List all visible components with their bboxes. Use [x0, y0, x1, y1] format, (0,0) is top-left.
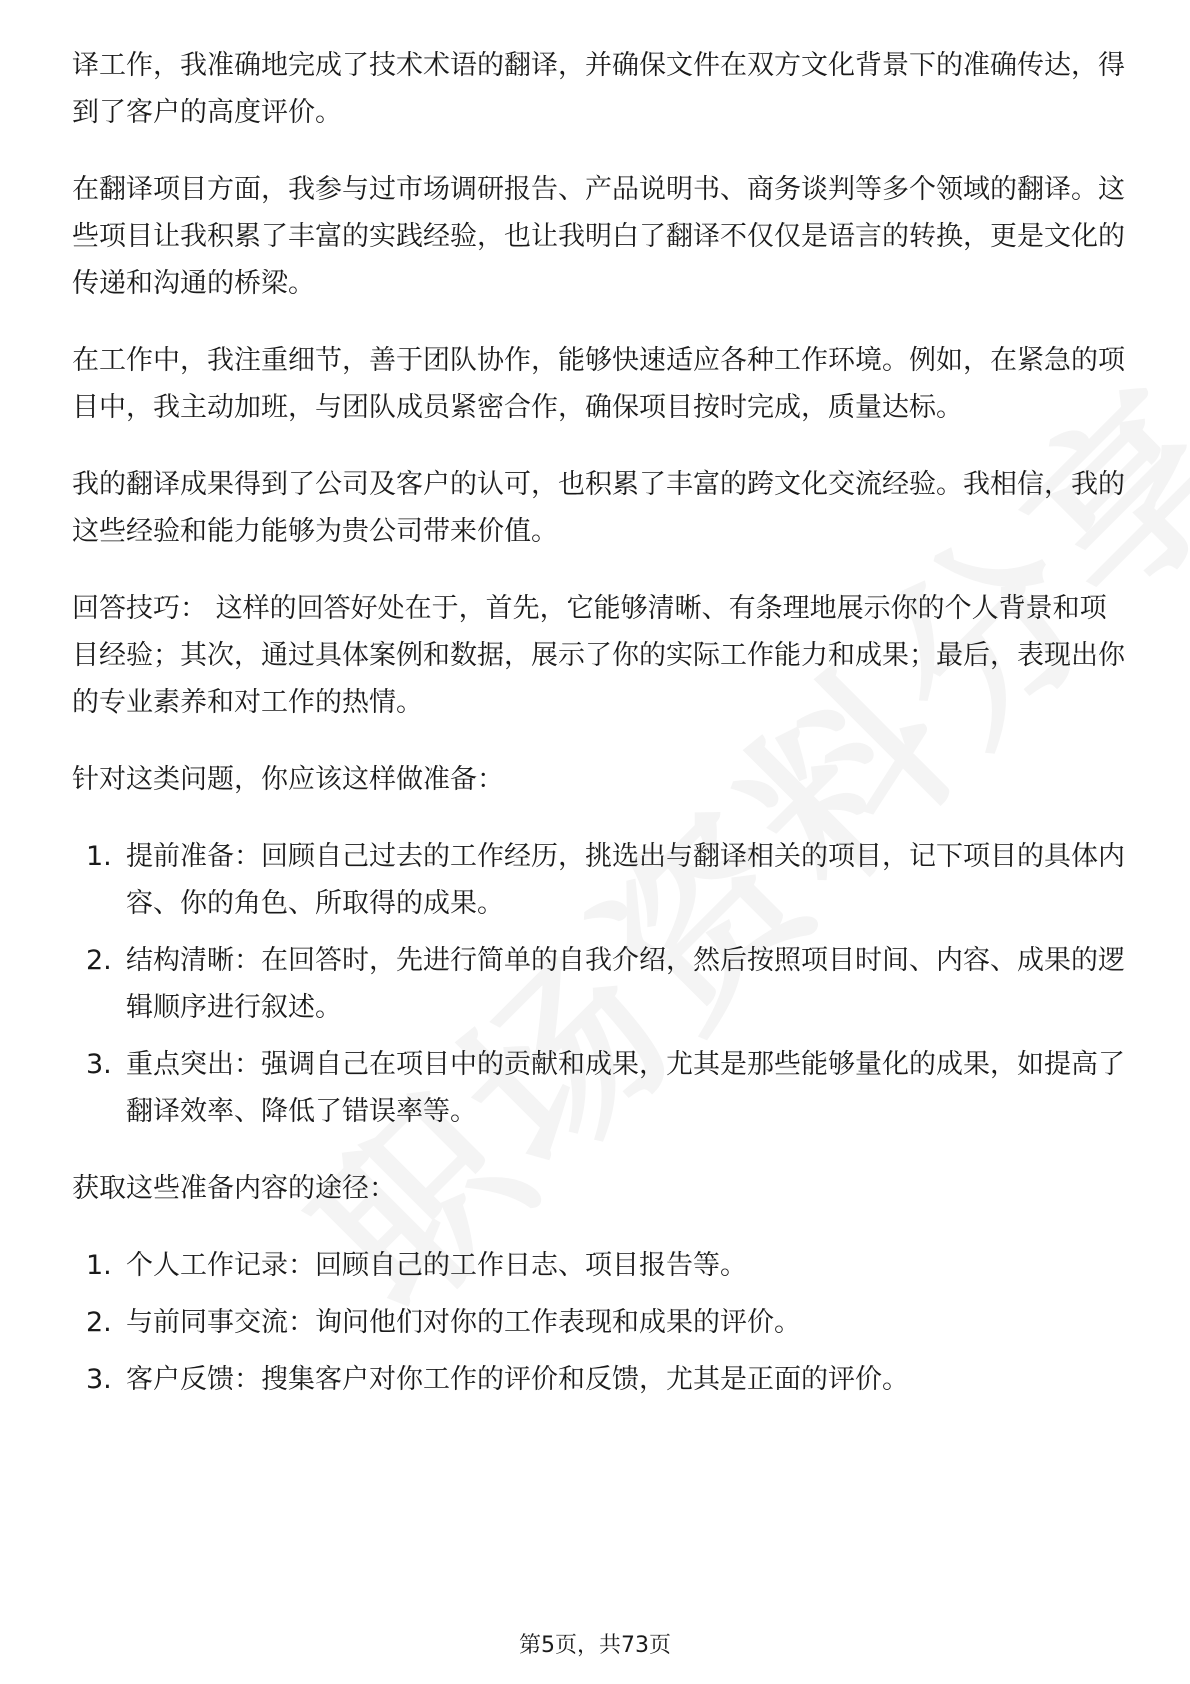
prep-heading: 针对这类问题，你应该这样做准备：: [72, 764, 504, 795]
answer-tips-paragraph: 回答技巧： 这样的回答好处在于，首先，它能够清晰、有条理地展示你的个人背景和项目经验；其次，通过具体案例和数据，展示了你的实际工作能力和成果；最后，表现出你的专业素养和对工作的热情。: [72, 593, 1125, 718]
list-number: 2.: [86, 1307, 112, 1338]
page-number-footer: 第5页，共73页: [519, 1633, 671, 1658]
list-item: [72, 1242, 1130, 1289]
list-item: [72, 1299, 1130, 1346]
list-item-text: 客户反馈：搜集客户对你工作的评价和反馈，尤其是正面的评价。: [126, 1364, 909, 1395]
sources-heading: 获取这些准备内容的途径：: [72, 1173, 396, 1204]
sources-list: [72, 1242, 1130, 1403]
list-item-text: 结构清晰：在回答时，先进行简单的自我介绍，然后按照项目时间、内容、成果的逻辑顺序进行叙述。: [126, 945, 1125, 1023]
list-number: 3.: [86, 1364, 112, 1395]
list-item: [72, 1356, 1130, 1403]
list-item-text: 提前准备：回顾自己过去的工作经历，挑选出与翻译相关的项目，记下项目的具体内容、你的角色、所取得的成果。: [126, 841, 1125, 919]
list-number: 1.: [86, 1250, 112, 1281]
list-item: [72, 1041, 1130, 1135]
list-item: [72, 937, 1130, 1031]
list-number: 1.: [86, 841, 112, 872]
list-number: 2.: [86, 945, 112, 976]
paragraph-3: 在工作中，我注重细节，善于团队协作，能够快速适应各种工作环境。例如，在紧急的项目中，我主动加班，与团队成员紧密合作，确保项目按时完成，质量达标。: [72, 345, 1125, 423]
list-item-text: 重点突出：强调自己在项目中的贡献和成果，尤其是那些能够量化的成果，如提高了翻译效率、降低了错误率等。: [126, 1049, 1125, 1127]
list-item: [72, 833, 1130, 927]
list-item-text: 个人工作记录：回顾自己的工作日志、项目报告等。: [126, 1250, 747, 1281]
paragraph-4: 我的翻译成果得到了公司及客户的认可，也积累了丰富的跨文化交流经验。我相信，我的这些经验和能力能够为贵公司带来价值。: [72, 469, 1125, 547]
paragraph-1: 译工作，我准确地完成了技术术语的翻译，并确保文件在双方文化背景下的准确传达，得到了客户的高度评价。: [72, 50, 1125, 128]
document-body: [72, 42, 1130, 1433]
list-item-text: 与前同事交流：询问他们对你的工作表现和成果的评价。: [126, 1307, 801, 1338]
list-number: 3.: [86, 1049, 112, 1080]
prep-list: [72, 833, 1130, 1135]
paragraph-2: 在翻译项目方面，我参与过市场调研报告、产品说明书、商务谈判等多个领域的翻译。这些项目让我积累了丰富的实践经验，也让我明白了翻译不仅仅是语言的转换，更是文化的传递和沟通的桥梁。: [72, 174, 1125, 299]
